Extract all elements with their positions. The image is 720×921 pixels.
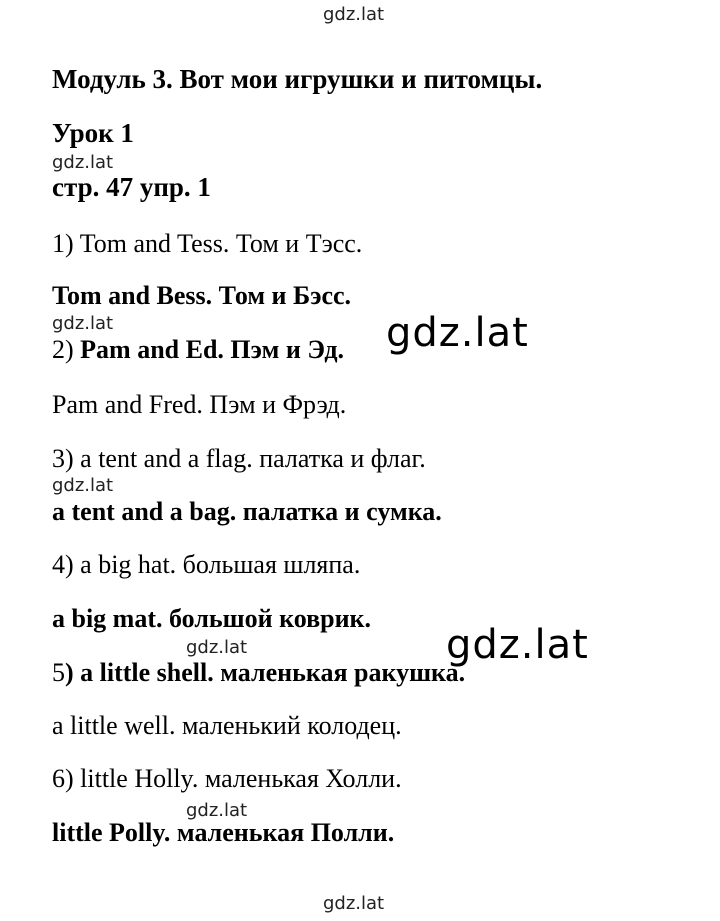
module-title: Модуль 3. Вот мои игрушки и питомцы. <box>52 64 543 94</box>
line-4: Pam and Fred. Пэм и Фрэд. <box>52 390 347 419</box>
watermark: gdz.lat <box>186 800 248 821</box>
line-7: 4) a big hat. большая шляпа. <box>52 550 361 579</box>
line-9-number: 5 <box>52 658 65 687</box>
watermark: gdz.lat <box>52 313 114 334</box>
line-9 <box>52 658 465 688</box>
watermark-top: gdz.lat <box>323 4 385 25</box>
lesson-title: Урок 1 <box>52 118 134 148</box>
line-5: 3) a tent and a flag. палатка и флаг. <box>52 444 426 473</box>
watermark-large: gdz.lat <box>446 622 589 668</box>
watermark-bottom: gdz.lat <box>323 893 385 914</box>
line-8: a big mat. большой коврик. <box>52 604 372 633</box>
line-3 <box>52 335 344 365</box>
line-9-text: ) a little shell. маленькая ракушка. <box>65 658 466 687</box>
line-3-text: Pam and Ed. Пэм и Эд. <box>80 335 344 364</box>
line-12: little Polly. маленькая Полли. <box>52 818 395 847</box>
exercise-title: стр. 47 упр. 1 <box>52 172 211 202</box>
line-3-number: 2) <box>52 335 81 364</box>
watermark: gdz.lat <box>52 152 114 173</box>
watermark-large: gdz.lat <box>386 310 529 356</box>
line-10: a little well. маленький колодец. <box>52 711 402 740</box>
watermark: gdz.lat <box>52 475 114 496</box>
line-6: a tent and a bag. палатка и сумка. <box>52 497 442 526</box>
line-1: 1) Tom and Tess. Том и Тэсс. <box>52 229 363 258</box>
line-11: 6) little Holly. маленькая Холли. <box>52 764 402 793</box>
line-2: Tom and Bess. Том и Бэсс. <box>52 281 352 310</box>
watermark: gdz.lat <box>186 637 248 658</box>
